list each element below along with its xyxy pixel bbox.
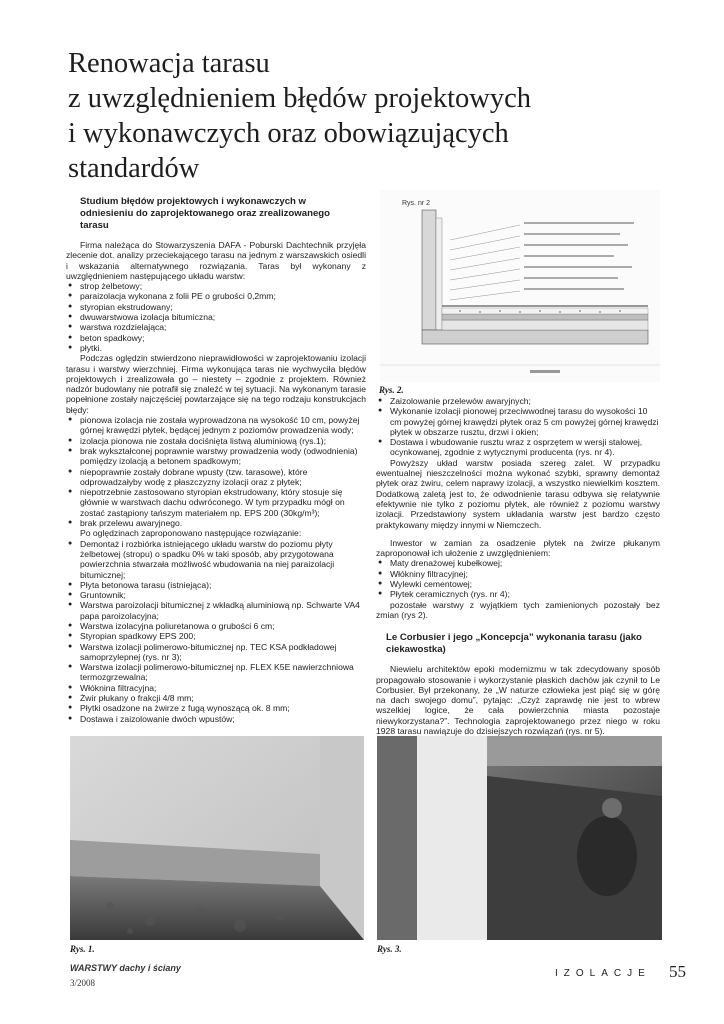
remaining-layers-note: pozostałe warstwy z wyjątkiem tych zamienionych pozostały bez zmian (rys 2). bbox=[376, 599, 660, 620]
left-column bbox=[66, 196, 366, 724]
list-item: ● brak wykształconej poprawnie warstwy prowadzenia wody (odwodnienia) pomiędzy izolacją a betonem spadkowym; bbox=[66, 446, 366, 467]
title-line: Renowacja tarasu bbox=[68, 48, 270, 79]
list-item: ● płytki. bbox=[66, 343, 366, 353]
list-item: ● styropian ekstrudowany; bbox=[66, 302, 366, 312]
list-item: ● Warstwa izolacyjna poliuretanowa o grubości 6 cm; bbox=[66, 621, 366, 631]
list-item: ● niepotrzebnie zastosowano styropian ekstrudowany, który stosuje się głównie w warstwach dachu odwróconego. W tym przypadku mógł on zostać zastąpiony tańszym materiałem np. EPS 200 (30kg/m³); bbox=[66, 487, 366, 518]
caption-rys3: Rys. 3. bbox=[377, 944, 402, 954]
caption-rys1: Rys. 1. bbox=[70, 944, 95, 954]
list-item: ● Dostawa i wbudowanie rusztu wraz z osprzętem w wersji stalowej, ocynkowanej, zgodnie z wytycznymi producenta (rys. nr 4). bbox=[376, 437, 660, 458]
list-item: ● Dostawa i zaizolowanie dwóch wpustów; bbox=[66, 714, 366, 724]
list-item: ● izolacja pionowa nie została dociśnięta listwą aluminiową (rys.1); bbox=[66, 436, 366, 446]
list-item: ● Zaizolowanie przelewów awaryjnych; bbox=[376, 396, 660, 406]
layers-list bbox=[66, 281, 366, 353]
list-item: ● Styropian spadkowy EPS 200; bbox=[66, 631, 366, 641]
worker-photo bbox=[377, 736, 662, 940]
section-name: IZOLACJE bbox=[555, 968, 651, 979]
list-item: ● Włóknina filtracyjna; bbox=[66, 683, 366, 693]
list-item: ● warstwa rozdzielająca; bbox=[66, 322, 366, 332]
figure-rys2-drawing bbox=[380, 190, 660, 382]
technical-drawing bbox=[380, 190, 660, 382]
list-item: ● paraizolacja wykonana z folii PE o grubości 0,2mm; bbox=[66, 291, 366, 301]
section-heading: Le Corbusier i jego „Koncepcja” wykonania tarasu (jako ciekawostka) bbox=[386, 632, 642, 656]
continued-list bbox=[376, 396, 660, 458]
list-item: ● Płyta betonowa tarasu (istniejąca); bbox=[66, 580, 366, 590]
title-line: standardów bbox=[68, 153, 200, 184]
drawing-label: Rys. nr 2 bbox=[402, 200, 431, 207]
list-item: ● Płytek ceramicznych (rys. nr 4); bbox=[376, 589, 660, 599]
list-item: ● Gruntownik; bbox=[66, 590, 366, 600]
list-item: ● Włókniny filtracyjnej; bbox=[376, 569, 660, 579]
inspection-paragraph: Podczas oględzin stwierdzono nieprawidłowości w zaprojektowaniu izolacji tarasu i warstwy wierzchniej. Firma wykonująca taras nie wychwyciła błędów projektowych i zrealizowała go – niestety – zgodnie z projektem. Również nadzór budowlany nie potrafił się znaleźć w tej sytuacji. Na wykonanym tarasie popełnione zostały najczęściej powtarzające się na tego rodzaju konstrukcjach błędy: bbox=[66, 353, 366, 415]
magazine-logo: WARSTWY dachy i ściany bbox=[70, 963, 181, 973]
wall-photo bbox=[70, 736, 364, 940]
list-item: ● strop żelbetowy; bbox=[66, 281, 366, 291]
article-subtitle: Studium błędów projektowych i wykonawczych w odniesieniu do zaprojektowanego oraz zrealizowanego tarasu bbox=[80, 196, 331, 231]
list-item: ● Płytki osadzone na żwirze z fugą wynoszącą ok. 8 mm; bbox=[66, 703, 366, 713]
investor-list bbox=[376, 558, 660, 599]
photo-rys1 bbox=[70, 736, 364, 940]
intro-paragraph: Firma należąca do Stowarzyszenia DAFA - Poburski Dachtechnik przyjęła zlecenie dot. analizy przeciekającego tarasu na jednym z warszawskich osiedli i wskazania alternatywnego rozwiązania. Taras był wykonany z uwzględnieniem następującego układu warstw: bbox=[66, 240, 366, 281]
list-item: ● pionowa izolacja nie została wyprowadzona na wysokość 10 cm, powyżej górnej krawędzi płytek, będącej jednym z poziomów prowadzenia wody; bbox=[66, 415, 366, 436]
article-title bbox=[68, 46, 668, 186]
proposal-intro: Po oględzinach zaproponowano następujące rozwiązanie: bbox=[80, 528, 302, 539]
right-column bbox=[376, 396, 660, 736]
list-item: ● niepoprawnie zostały dobrane wpusty (tzw. tarasowe), które odprowadzałyby wodę z płaszczyzny izolacji oraz z płytek; bbox=[66, 467, 366, 488]
list-item: ● Wylewki cementowej; bbox=[376, 579, 660, 589]
list-item: ● Warstwa izolacji polimerowo-bitumicznej np. TEC KSA podkładowej samoprzylepnej (rys. nr 3); bbox=[66, 642, 366, 663]
list-item: ● dwuwarstwowa izolacja bitumiczna; bbox=[66, 312, 366, 322]
page-number: 55 bbox=[669, 962, 686, 981]
list-item: ● beton spadkowy; bbox=[66, 333, 366, 343]
investor-paragraph: Inwestor w zamian za osadzenie płytek na żwirze płukanym zaproponował ich ułożenie z uwzględnieniem: bbox=[376, 537, 660, 559]
list-item: ● Demontaż i rozbiórka istniejącego układu warstw do poziomu płyty żelbetowej (stropu) o spadku 0% w taki sposób, aby przygotowana powierzchnia stwarzała możliwość wbudowania na niej paraizolacji bitumicznej; bbox=[66, 539, 366, 580]
issue-number: 3/2008 bbox=[70, 978, 96, 988]
title-line: i wykonawczych oraz obowiązujących bbox=[68, 118, 509, 149]
title-line: z uwzględnieniem błędów projektowych bbox=[68, 83, 531, 114]
corbusier-paragraph: Niewielu architektów epoki modernizmu w tak zdecydowany sposób propagowało stosowanie i wykorzystanie płaskich dachów jak czynił to Le Corbusier. Był przekonany, że „W naturze człowieka jest piąć się w górę na dach swojego domu”, pytając: „Czyż zaprawdę nie jest to wbrew wszelkiej logice, że cała powierzchnia miasta pozostaje niewykorzystana?”. Technologia zaprojektowanego przez niego w roku 1928 tarasu nawiązuje do dzisiejszych rozwiązań (rys. nr 5). bbox=[376, 664, 660, 737]
photo-rys3 bbox=[377, 736, 662, 940]
list-item: ● Wykonanie izolacji pionowej przeciwwodnej tarasu do wysokości 10 cm powyżej górnej krawędzi płytek oraz 5 cm powyżej górnej krawędzi płytek w obszarze rusztu, drzwi i okien; bbox=[376, 406, 660, 437]
list-item: ● Żwir płukany o frakcji 4/8 mm; bbox=[66, 693, 366, 703]
errors-list bbox=[66, 415, 366, 528]
list-item: ● Warstwa paroizolacji bitumicznej z wkładką aluminiową np. Schwarte VA4 papa paroizolacyjna; bbox=[66, 600, 366, 621]
caption-rys2: Rys. 2. bbox=[379, 385, 404, 395]
solution-list bbox=[66, 539, 366, 724]
advantages-paragraph: Powyższy układ warstw posiada szereg zalet. W przypadku ewentualnej nieszczelności można wykonać szybki, sprawny demontaż płytek oraz żwiru, celem naprawy izolacji, a wszystko niewielkim kosztem. Dodatkową zaletą jest to, że odwodnienie tarasu odbywa się relatywnie efektywnie nie tylko z poziomu płytek, ale również z poziomu warstwy izolacji. Przedstawiony system układania warstw jest bardzo często praktykowany między innymi w Niemczech. bbox=[376, 457, 660, 530]
list-item: ● Warstwa izolacji polimerowo-bitumicznej np. FLEX K5E nawierzchniowa termozgrzewalna; bbox=[66, 662, 366, 683]
list-item: ● brak przelewu awaryjnego. bbox=[66, 518, 366, 528]
list-item: ● Maty drenażowej kubełkowej; bbox=[376, 558, 660, 568]
